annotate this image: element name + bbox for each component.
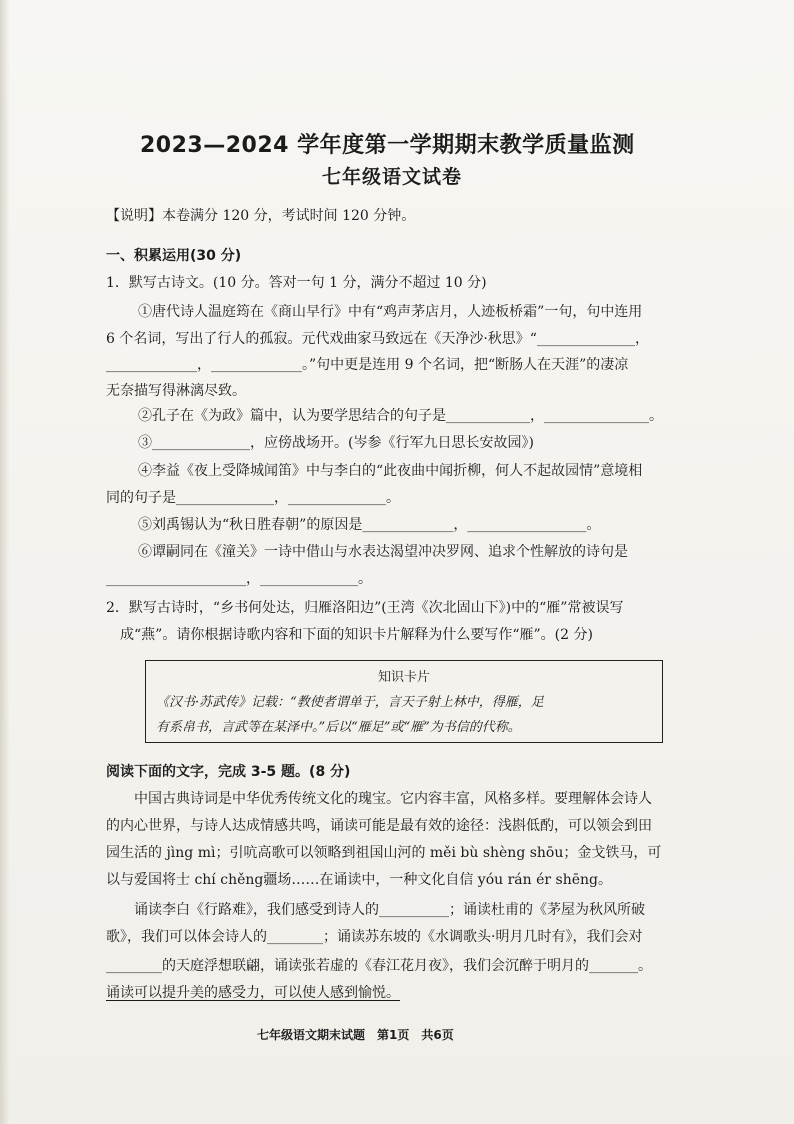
instructions: 【说明】本卷满分 120 分，考试时间 120 分钟。	[106, 208, 416, 224]
reading-paragraph-2-line-3: ________的天庭浮想联翩，诵读张若虚的《春江花月夜》，我们会沉醉于明月的_______。	[106, 958, 652, 974]
question-2-line-2: 成“燕”。请你根据诗歌内容和下面的知识卡片解释为什么要写作“雁”。(2 分)	[120, 627, 593, 643]
question-1-stem: 1．默写古诗文。(10 分。答对一句 1 分，满分不超过 10 分)	[106, 275, 487, 291]
reading-paragraph-1-line-1: 中国古典诗词是中华优秀传统文化的瑰宝。它内容丰富，风格多样。要理解体会诗人	[134, 791, 652, 807]
question-1-part-1-line-1: ①唐代诗人温庭筠在《商山早行》中有“鸡声茅店月，人迹板桥霜”一句，句中连用	[138, 304, 643, 320]
question-1-part-6-line-1: ⑥谭嗣同在《潼关》一诗中借山与水表达渴望冲决罗网、追求个性解放的诗句是	[138, 544, 628, 560]
question-1-part-4-line-2: 同的句子是______________，______________。	[106, 490, 400, 506]
reading-paragraph-2-line-2: 歌》，我们可以体会诗人的________；诵读苏东坡的《水调歌头·明月几时有》，我们会对	[106, 929, 643, 945]
question-1-part-3: ③______________，应傍战场开。(岑参《行军九日思长安故园》)	[138, 435, 534, 451]
reading-paragraph-2-line-1: 诵读李白《行路难》，我们感受到诗人的__________；诵读杜甫的《茅屋为秋风所破	[134, 902, 645, 918]
reading-paragraph-2-underlined-sentence: 诵读可以提升美的感受力，可以使人感到愉悦。	[106, 985, 400, 1001]
section-heading-accumulation: 一、积累运用(30 分)	[106, 248, 242, 264]
question-1-part-4-line-1: ④李益《夜上受降城闻笛》中与李白的“此夜曲中闻折柳，何人不起故园情”意境相	[138, 463, 643, 479]
page-footer: 七年级语文期末试题 第1页 共6页	[257, 1028, 454, 1042]
knowledge-card	[145, 660, 663, 743]
reading-paragraph-1-line-4: 以与爱国将士 chí chěng疆场……在诵读中，一种文化自信 yóu rán ér shēng。	[106, 872, 613, 888]
question-1-part-6-line-2: ____________________，______________。	[106, 571, 372, 587]
question-1-part-1-line-3: _____________，_____________。”句中更是连用 9 个名词，把“断肠人在天涯”的凄凉	[106, 357, 629, 373]
reading-heading: 阅读下面的文字，完成 3-5 题。(8 分)	[106, 764, 351, 780]
knowledge-card-line-1: 《汉书·苏武传》记载：“教使者谓单于，言天子射上林中，得雁，足	[156, 695, 544, 710]
reading-paragraph-1-line-3: 园生活的 jìng mì；引吭高歌可以领略到祖国山河的 měi bù shèng shōu；金戈铁马，可	[106, 845, 662, 861]
page-edge-shadow	[0, 0, 10, 1124]
question-1-part-1-line-4: 无奈描写得淋漓尽致。	[106, 383, 246, 399]
question-1-part-1-line-2: 6 个名词，写出了行人的孤寂。元代戏曲家马致远在《天净沙·秋思》“______________，	[106, 331, 649, 347]
reading-paragraph-1-line-2: 的内心世界，与诗人达成情感共鸣，诵读可能是最有效的途径：浅斟低酌，可以领会到田	[106, 818, 652, 834]
knowledge-card-title: 知识卡片	[377, 670, 430, 685]
question-2-line-1: 2．默写古诗时，“乡书何处达，归雁洛阳边”(王湾《次北固山下》)中的“雁”常被误写	[106, 600, 624, 616]
knowledge-card-line-2: 有系帛书，言武等在某泽中。”后以“雁足”或“雁”为书信的代称。	[156, 720, 521, 735]
question-1-part-5: ⑤刘禹锡认为“秋日胜春朝”的原因是_____________，_________________。	[138, 517, 601, 533]
exam-title: 2023—2024 学年度第一学期期末教学质量监测	[140, 133, 635, 158]
question-1-part-2: ②孔子在《为政》篇中，认为要学思结合的句子是____________，_______________。	[138, 408, 663, 424]
exam-subtitle: 七年级语文试卷	[322, 166, 463, 188]
